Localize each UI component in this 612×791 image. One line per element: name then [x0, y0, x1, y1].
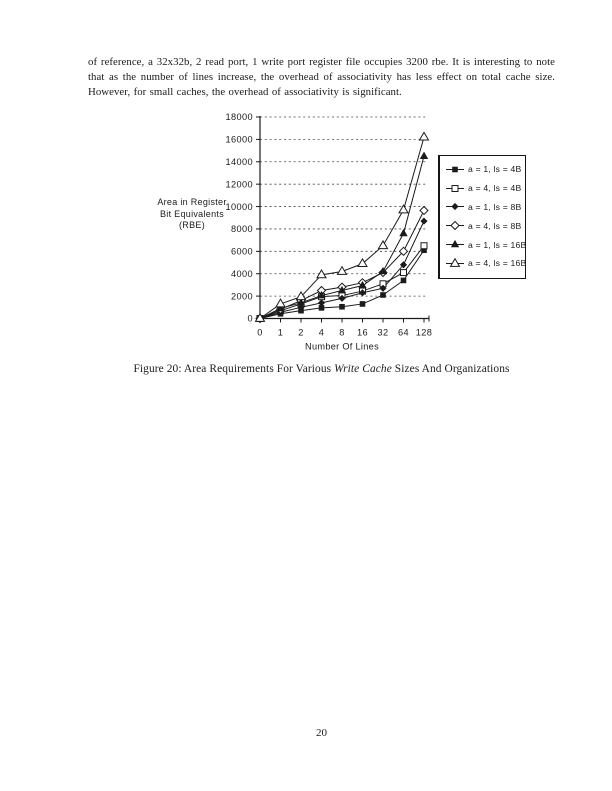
legend-key-icon: [445, 201, 465, 212]
filled-square-marker: [401, 278, 406, 283]
legend-item: [445, 235, 525, 254]
x-tick-label: 32: [377, 327, 389, 338]
figure-caption: [88, 362, 555, 376]
legend-item-label: a = 4, ls = 8B: [468, 220, 522, 231]
x-tick-label: 4: [318, 327, 325, 338]
legend-item-label: a = 1, ls = 16B: [468, 239, 527, 250]
legend-item: [445, 216, 525, 235]
area-requirements-line-chart: [140, 110, 452, 358]
legend-item: [445, 254, 525, 273]
open-triangle-marker: [358, 259, 367, 267]
caption-prefix: Figure 20: Area Requirements For Various: [133, 363, 335, 376]
y-tick-label: 4000: [230, 268, 253, 279]
legend-item-label: a = 4, ls = 4B: [468, 183, 522, 194]
open-triangle-marker: [420, 132, 429, 140]
y-tick-label: 2000: [230, 291, 253, 302]
chart-legend: [438, 155, 526, 279]
filled-diamond-marker: [319, 300, 325, 306]
x-tick-label: 2: [298, 327, 304, 338]
x-tick-label: 1: [277, 327, 284, 338]
y-tick-label: 16000: [225, 134, 253, 145]
y-tick-label: 0: [247, 313, 253, 324]
filled-diamond-marker: [421, 218, 427, 224]
filled-diamond-marker: [452, 204, 458, 210]
paragraph-line: that as the number of lines increase, the overhead of associativity has less effect on total cache size.: [88, 71, 555, 83]
legend-item: [445, 198, 525, 217]
y-tick-label: 12000: [225, 179, 253, 190]
y-tick-label: 18000: [225, 112, 253, 123]
legend-item-label: a = 4, ls = 16B: [468, 258, 527, 269]
filled-triangle-marker: [400, 230, 407, 236]
legend-item-label: a = 1, ls = 4B: [468, 164, 522, 175]
x-tick-label: 0: [257, 327, 263, 338]
y-tick-label: 14000: [225, 156, 253, 167]
legend-item: [445, 179, 525, 198]
x-tick-label: 16: [356, 327, 369, 338]
y-tick-label: 6000: [230, 246, 253, 257]
filled-triangle-marker: [421, 152, 428, 158]
legend-key-icon: [445, 164, 465, 175]
filled-square-marker: [453, 167, 458, 172]
legend-item-label: a = 1, ls = 8B: [468, 201, 522, 212]
page-number: 20: [316, 727, 327, 739]
y-axis-title-line: Bit Equivalents: [159, 208, 225, 219]
y-tick-label: 10000: [225, 201, 253, 212]
y-tick-label: 8000: [230, 224, 253, 235]
y-axis-title-line: (RBE): [179, 220, 205, 231]
legend-item: [445, 160, 525, 179]
legend-key-icon: [445, 220, 465, 231]
open-square-marker: [452, 185, 458, 191]
open-triangle-marker: [451, 259, 460, 267]
x-axis-title: Number Of Lines: [305, 341, 379, 352]
open-diamond-marker: [451, 222, 459, 230]
legend-key-icon: [445, 258, 465, 269]
filled-square-marker: [360, 302, 365, 307]
filled-triangle-marker: [452, 241, 459, 247]
open-square-marker: [421, 243, 427, 249]
legend-key-icon: [445, 183, 465, 194]
caption-italic-phrase: Write Cache: [334, 363, 392, 376]
open-triangle-marker: [379, 241, 388, 249]
x-tick-label: 128: [415, 327, 433, 338]
paragraph-line: However, for small caches, the overhead of associativity is significant.: [88, 86, 402, 98]
x-tick-label: 64: [397, 327, 410, 338]
legend-key-icon: [445, 239, 465, 250]
x-tick-label: 8: [339, 327, 345, 338]
open-square-marker: [401, 270, 407, 276]
paragraph-line: of reference, a 32x32b, 2 read port, 1 write port register file occupies 3200 rbe. It is interesting to note: [88, 56, 555, 68]
y-axis-title-line: Area in Register: [157, 197, 227, 207]
caption-suffix: Sizes And Organizations: [391, 363, 510, 376]
filled-square-marker: [340, 304, 345, 309]
open-diamond-marker: [420, 206, 428, 214]
body-paragraph: [88, 55, 555, 100]
filled-square-marker: [381, 293, 386, 298]
